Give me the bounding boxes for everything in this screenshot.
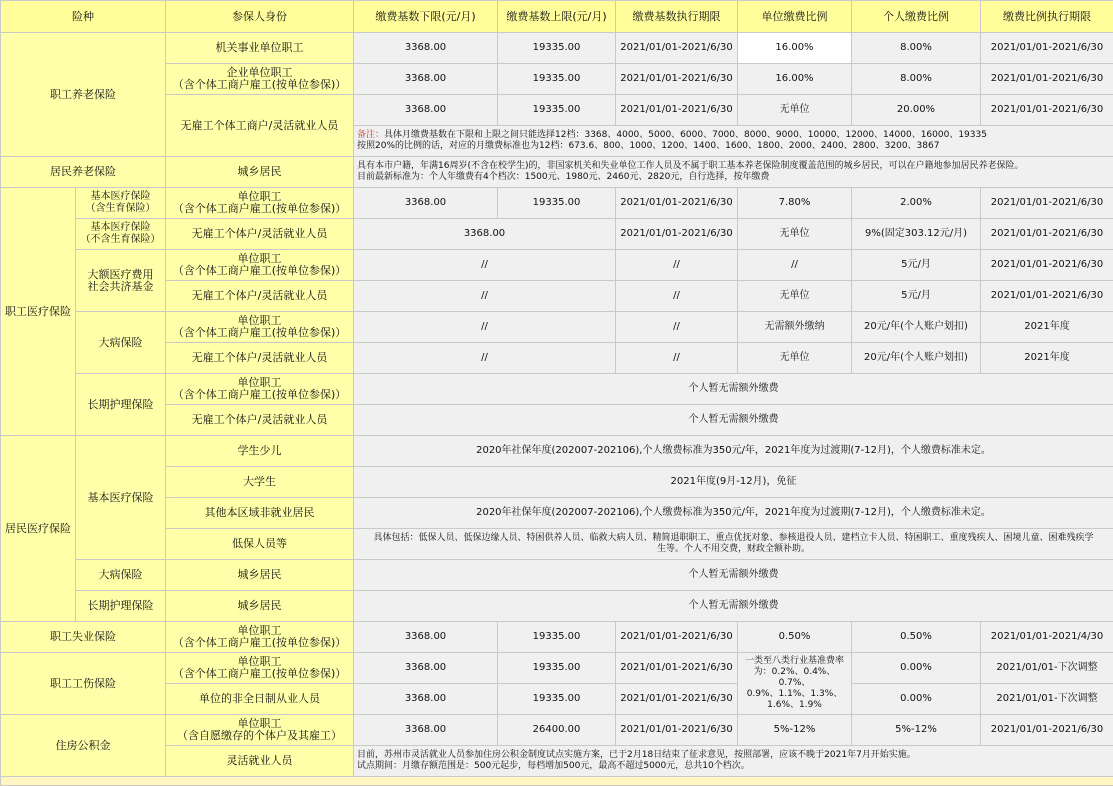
- header-row: [1, 1, 1113, 33]
- base-min-cell: 3368.00: [354, 684, 498, 715]
- unit-rate-cell: //: [738, 250, 852, 281]
- table-row: [1, 64, 1113, 95]
- table-row: [1, 312, 1113, 343]
- unit-rate-cell: 16.00%: [738, 33, 852, 64]
- identity-cell: 单位的非全日制从业人员: [166, 684, 354, 715]
- pension-note: 备注：具体月缴费基数在下限和上限之间只能选择12档：3368、4000、5000、6000、7000、8000、9000、10000、12000、14000、16000、19335 按照20%的比例的话，对应的月缴费标准也为12档：673.6、800、1000、1200、1400、1600、1800、2000、2400、2800、3200、3867: [354, 126, 1113, 157]
- footer-strip: [1, 777, 1113, 786]
- base-max-cell: 19335.00: [498, 188, 616, 219]
- subtype-cell: 基本医疗保险 （含生育保险）: [76, 188, 166, 219]
- rate-period-cell: 2021/01/01-2021/6/30: [981, 281, 1113, 312]
- table-row: [1, 33, 1113, 64]
- identity-cell: 机关事业单位职工: [166, 33, 354, 64]
- identity-cell: 低保人员等: [166, 529, 354, 560]
- base-min-cell: 3368.00: [354, 95, 498, 126]
- note-cell: 个人暂无需额外缴费: [354, 591, 1113, 622]
- table-row: [1, 467, 1113, 498]
- identity-cell: 单位职工 （含个体工商户雇工(按单位参保)）: [166, 374, 354, 405]
- unit-rate-cell: 无单位: [738, 281, 852, 312]
- table-row: [1, 374, 1113, 405]
- table-row: [1, 498, 1113, 529]
- unit-rate-cell: 无需额外缴纳: [738, 312, 852, 343]
- rate-period-cell: 2021/01/01-2021/6/30: [981, 33, 1113, 64]
- table-row: [1, 591, 1113, 622]
- identity-cell: 其他本区域非就业居民: [166, 498, 354, 529]
- personal-rate-cell: 2.00%: [852, 188, 981, 219]
- header-insured-identity: 参保人身份: [166, 1, 354, 33]
- rate-period-cell: 2021/01/01-2021/4/30: [981, 622, 1113, 653]
- identity-cell: 灵活就业人员: [166, 746, 354, 777]
- personal-rate-cell: 8.00%: [852, 33, 981, 64]
- personal-rate-cell: 5元/月: [852, 281, 981, 312]
- housing-fund-section: 住房公积金: [1, 715, 166, 777]
- base-period-cell: //: [616, 343, 738, 374]
- identity-cell: 无雇工个体工商户/灵活就业人员: [166, 95, 354, 157]
- rate-period-cell: 2021/01/01-2021/6/30: [981, 95, 1113, 126]
- employee-medical-section: 职工医疗保险: [1, 188, 76, 436]
- identity-cell: 大学生: [166, 467, 354, 498]
- header-base-max: 缴费基数上限(元/月): [498, 1, 616, 33]
- base-period-cell: 2021/01/01-2021/6/30: [616, 715, 738, 746]
- header-unit-rate: 单位缴费比例: [738, 1, 852, 33]
- identity-cell: 城乡居民: [166, 560, 354, 591]
- table-row: [1, 343, 1113, 374]
- rate-period-cell: 2021/01/01-2021/6/30: [981, 188, 1113, 219]
- subtype-cell: 长期护理保险: [76, 374, 166, 436]
- base-max-cell: 26400.00: [498, 715, 616, 746]
- note-cell: 个人暂无需额外缴费: [354, 560, 1113, 591]
- table-row: [1, 560, 1113, 591]
- unemployment-section: 职工失业保险: [1, 622, 166, 653]
- unit-rate-cell: 无单位: [738, 343, 852, 374]
- identity-cell: 单位职工 （含个体工商户雇工(按单位参保)）: [166, 653, 354, 684]
- subtype-cell: 基本医疗保险: [76, 436, 166, 560]
- personal-rate-cell: 5元/月: [852, 250, 981, 281]
- base-period-cell: 2021/01/01-2021/6/30: [616, 95, 738, 126]
- housing-fund-note: 目前，苏州市灵活就业人员参加住房公积金制度试点实施方案，已于2月18日结束了征求意见，按照部署，应该不晚于2021年7月开始实施。 试点期间：月缴存额范围是：500元起步，每档增加500元，最高不超过5000元，总共10个档次。: [354, 746, 1113, 777]
- personal-rate-cell: 0.00%: [852, 684, 981, 715]
- table-row: [1, 684, 1113, 715]
- unit-rate-cell: 0.50%: [738, 622, 852, 653]
- table-row: [1, 157, 1113, 188]
- table-row: [1, 653, 1113, 684]
- subtype-cell: 长期护理保险: [76, 591, 166, 622]
- table-row: [1, 250, 1113, 281]
- rate-period-cell: 2021/01/01-2021/6/30: [981, 64, 1113, 95]
- identity-cell: 无雇工个体户/灵活就业人员: [166, 281, 354, 312]
- identity-cell: 单位职工 （含个体工商户雇工(按单位参保)）: [166, 188, 354, 219]
- identity-cell: 单位职工 （含自愿缴存的个体户及其雇工）: [166, 715, 354, 746]
- table-row: [1, 188, 1113, 219]
- base-cell: //: [354, 312, 616, 343]
- identity-cell: 企业单位职工 （含个体工商户雇工(按单位参保)）: [166, 64, 354, 95]
- table-row: [1, 622, 1113, 653]
- unit-rate-cell: 无单位: [738, 219, 852, 250]
- identity-cell: 单位职工 （含个体工商户雇工(按单位参保)）: [166, 250, 354, 281]
- resident-pension-note: 具有本市户籍，年满16周岁(不含在校学生)的，非国家机关和失业单位工作人员及不属于职工基本养老保险制度覆盖范围的城乡居民，可以在户籍地参加居民养老保险。 目前最新标准为：个人年缴费有4个档次：1500元、1980元、2460元、2820元，自行选择，按年缴费: [354, 157, 1113, 188]
- base-cell: //: [354, 250, 616, 281]
- base-period-cell: //: [616, 250, 738, 281]
- table-row: [1, 281, 1113, 312]
- header-rate-period: 缴费比例执行期限: [981, 1, 1113, 33]
- personal-rate-cell: 20元/年(个人账户划扣): [852, 312, 981, 343]
- note-cell: 2021年度(9月-12月)，免征: [354, 467, 1113, 498]
- table-row: [1, 529, 1113, 560]
- identity-cell: 城乡居民: [166, 591, 354, 622]
- personal-rate-cell: 8.00%: [852, 64, 981, 95]
- base-period-cell: 2021/01/01-2021/6/30: [616, 188, 738, 219]
- unit-rate-cell: 一类至八类行业基准费率 为：0.2%、0.4%、0.7%、 0.9%、1.1%、1.3%、 1.6%、1.9%: [738, 653, 852, 715]
- table-row: [1, 405, 1113, 436]
- base-period-cell: 2021/01/01-2021/6/30: [616, 622, 738, 653]
- table-row: [1, 746, 1113, 777]
- rate-period-cell: 2021年度: [981, 343, 1113, 374]
- base-period-cell: 2021/01/01-2021/6/30: [616, 653, 738, 684]
- personal-rate-cell: 0.50%: [852, 622, 981, 653]
- pension-section: 职工养老保险: [1, 33, 166, 157]
- personal-rate-cell: 9%(固定303.12元/月): [852, 219, 981, 250]
- table-row: [1, 436, 1113, 467]
- base-max-cell: 19335.00: [498, 95, 616, 126]
- base-period-cell: //: [616, 312, 738, 343]
- base-min-cell: 3368.00: [354, 33, 498, 64]
- personal-rate-cell: 20元/年(个人账户划扣): [852, 343, 981, 374]
- table-row: [1, 715, 1113, 746]
- base-max-cell: 19335.00: [498, 684, 616, 715]
- header-insurance-type: 险种: [1, 1, 166, 33]
- note-cell: 2020年社保年度(202007-202106),个人缴费标准为350元/年，2021年度为过渡期(7-12月)，个人缴费标准未定。: [354, 498, 1113, 529]
- unit-rate-cell: 16.00%: [738, 64, 852, 95]
- subtype-cell: 大病保险: [76, 560, 166, 591]
- header-personal-rate: 个人缴费比例: [852, 1, 981, 33]
- rate-period-cell: 2021年度: [981, 312, 1113, 343]
- unit-rate-cell: 5%-12%: [738, 715, 852, 746]
- subtype-cell: 大病保险: [76, 312, 166, 374]
- table-row: [1, 95, 1113, 126]
- rate-period-cell: 2021/01/01-2021/6/30: [981, 250, 1113, 281]
- base-cell: 3368.00: [354, 219, 616, 250]
- header-base-min: 缴费基数下限(元/月): [354, 1, 498, 33]
- personal-rate-cell: 0.00%: [852, 653, 981, 684]
- note-cell: 具体包括：低保人员、低保边缘人员、特困供养人员、临救大病人员、精简退职职工、重点优抚对象、参核退役人员、建档立卡人员、特困职工、重度残疾人、困境儿童、困难残疾学 生等。个人不用交费，财政全额补助。: [354, 529, 1113, 560]
- unit-rate-cell: 7.80%: [738, 188, 852, 219]
- rate-period-cell: 2021/01/01-2021/6/30: [981, 715, 1113, 746]
- table-row: [1, 219, 1113, 250]
- identity-cell: 学生少儿: [166, 436, 354, 467]
- base-max-cell: 19335.00: [498, 64, 616, 95]
- unit-rate-cell: 无单位: [738, 95, 852, 126]
- base-period-cell: 2021/01/01-2021/6/30: [616, 684, 738, 715]
- base-max-cell: 19335.00: [498, 33, 616, 64]
- identity-cell: 无雇工个体户/灵活就业人员: [166, 219, 354, 250]
- subtype-cell: 大额医疗费用 社会共济基金: [76, 250, 166, 312]
- identity-cell: 单位职工 （含个体工商户雇工(按单位参保)）: [166, 622, 354, 653]
- base-min-cell: 3368.00: [354, 622, 498, 653]
- header-base-period: 缴费基数执行期限: [616, 1, 738, 33]
- personal-rate-cell: 5%-12%: [852, 715, 981, 746]
- identity-cell: 无雇工个体户/灵活就业人员: [166, 405, 354, 436]
- resident-medical-section: 居民医疗保险: [1, 436, 76, 622]
- base-period-cell: 2021/01/01-2021/6/30: [616, 33, 738, 64]
- base-cell: //: [354, 343, 616, 374]
- identity-cell: 无雇工个体户/灵活就业人员: [166, 343, 354, 374]
- base-period-cell: 2021/01/01-2021/6/30: [616, 64, 738, 95]
- note-cell: 2020年社保年度(202007-202106),个人缴费标准为350元/年，2021年度为过渡期(7-12月)，个人缴费标准未定。: [354, 436, 1113, 467]
- table-footer-strip: [1, 777, 1113, 786]
- rate-period-cell: 2021/01/01-2021/6/30: [981, 219, 1113, 250]
- injury-section: 职工工伤保险: [1, 653, 166, 715]
- base-min-cell: 3368.00: [354, 715, 498, 746]
- note-cell: 个人暂无需额外缴费: [354, 405, 1113, 436]
- identity-cell: 单位职工 （含个体工商户雇工(按单位参保)）: [166, 312, 354, 343]
- base-min-cell: 3368.00: [354, 188, 498, 219]
- base-max-cell: 19335.00: [498, 622, 616, 653]
- note-cell: 个人暂无需额外缴费: [354, 374, 1113, 405]
- rate-period-cell: 2021/01/01-下次调整: [981, 653, 1113, 684]
- base-period-cell: //: [616, 281, 738, 312]
- resident-pension-section: 居民养老保险: [1, 157, 166, 188]
- base-max-cell: 19335.00: [498, 653, 616, 684]
- base-min-cell: 3368.00: [354, 653, 498, 684]
- rate-period-cell: 2021/01/01-下次调整: [981, 684, 1113, 715]
- personal-rate-cell: 20.00%: [852, 95, 981, 126]
- subtype-cell: 基本医疗保险 （不含生育保险）: [76, 219, 166, 250]
- identity-cell: 城乡居民: [166, 157, 354, 188]
- base-period-cell: 2021/01/01-2021/6/30: [616, 219, 738, 250]
- base-min-cell: 3368.00: [354, 64, 498, 95]
- base-cell: //: [354, 281, 616, 312]
